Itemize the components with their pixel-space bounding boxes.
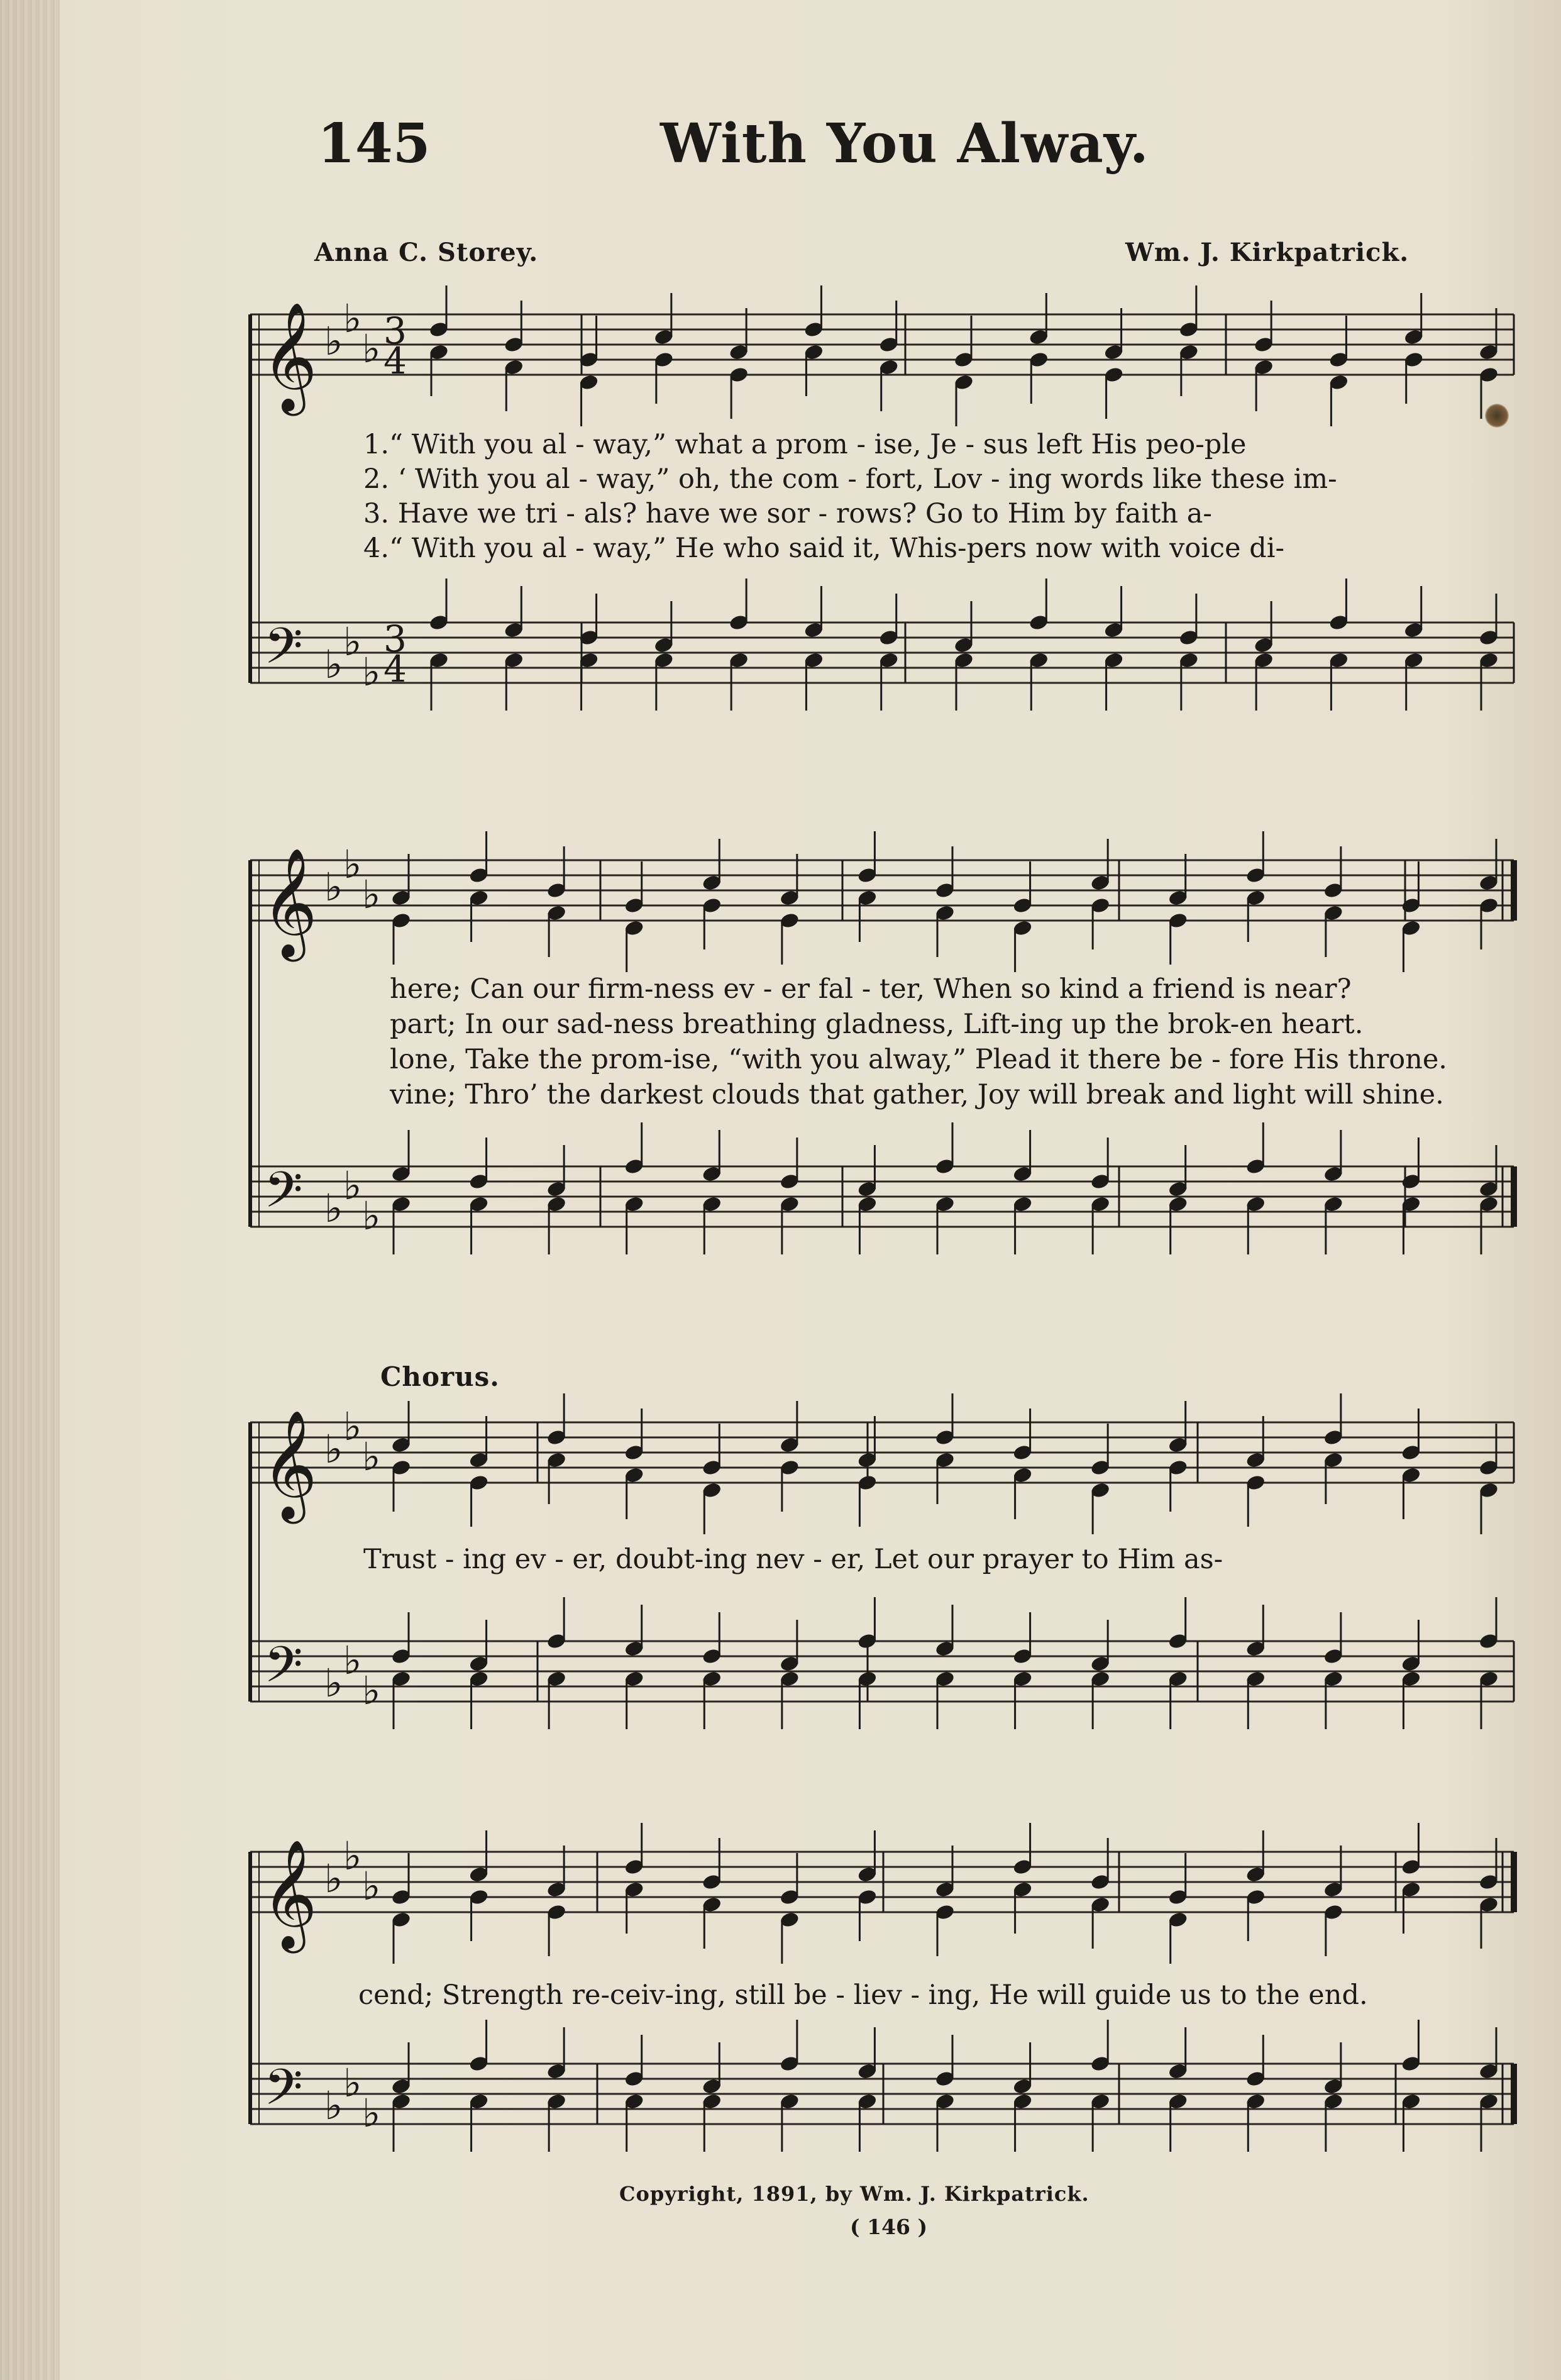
- system-3-bass-clef: 𝄢: [264, 1636, 303, 1706]
- copyright-notice: Copyright, 1891, by Wm. J. Kirkpatrick.: [619, 2182, 1089, 2206]
- system-1-treble-flat: ♭: [343, 296, 362, 341]
- author-credit: Anna C. Storey.: [314, 238, 539, 267]
- chorus-label: Chorus.: [380, 1361, 500, 1392]
- time-signature-top: 3: [383, 309, 407, 352]
- system-1-treble-clef: 𝄞: [262, 302, 317, 411]
- system-4-treble-flat: ♭: [324, 1856, 343, 1901]
- system-1-bass-flat: ♭: [362, 649, 381, 695]
- composer-credit: Wm. J. Kirkpatrick.: [1125, 238, 1409, 267]
- verse-line-2: 2. ‘ With you al - way,” oh, the com - fort, Lov - ing words like these im-: [363, 463, 1337, 495]
- system-3-bass-flat: ♭: [362, 1668, 381, 1713]
- verse-line-5: here; Can our firm-ness ev - er fal - ter, When so kind a friend is near?: [390, 973, 1352, 1005]
- time-signature-bottom: 4: [383, 648, 407, 690]
- system-2-bass-flat: ♭: [343, 1163, 362, 1209]
- time-signature-top: 3: [383, 617, 407, 660]
- system-1-bass-flat: ♭: [324, 641, 343, 687]
- system-1-bass-flat: ♭: [343, 619, 362, 665]
- system-3-bass-flat: ♭: [324, 1660, 343, 1706]
- system-4-bass-flat: ♭: [362, 2090, 381, 2136]
- system-3-treble-flat: ♭: [343, 1403, 362, 1449]
- verse-line-8: vine; Thro’ the darkest clouds that gather, Joy will break and light will shine.: [390, 1079, 1444, 1110]
- system-4-bass-clef: 𝄢: [264, 2058, 303, 2128]
- chorus-line-2: cend; Strength re-ceiv-ing, still be - liev - ing, He will guide us to the end.: [358, 1979, 1368, 2011]
- hymn-number: 145: [317, 112, 431, 175]
- system-4-bass-flat: ♭: [343, 2060, 362, 2106]
- verse-line-6: part; In our sad-ness breathing gladness, Lift-ing up the brok-en heart.: [390, 1009, 1364, 1040]
- system-3-treble-flat: ♭: [324, 1426, 343, 1472]
- system-2-bass-clef: 𝄢: [264, 1161, 303, 1231]
- system-2-treble-flat: ♭: [362, 872, 381, 917]
- system-2-bass-flat: ♭: [362, 1193, 381, 1239]
- verse-line-7: lone, Take the prom-ise, “with you alway,” Plead it there be - fore His throne.: [390, 1044, 1447, 1075]
- time-signature-bottom: 4: [383, 340, 407, 382]
- system-4-treble-clef: 𝄞: [262, 1839, 317, 1949]
- verse-line-4: 4.“ With you al - way,” He who said it, Whis-pers now with voice di-: [363, 533, 1285, 564]
- system-3-treble-clef: 𝄞: [262, 1410, 317, 1519]
- verse-line-1: 1.“ With you al - way,” what a prom - ise, Je - sus left His peo-ple: [363, 429, 1247, 460]
- system-2-treble-flat: ♭: [343, 841, 362, 887]
- chorus-line-1: Trust - ing ev - er, doubt-ing nev - er, Let our prayer to Him as-: [363, 1544, 1223, 1575]
- system-1-treble-flat: ♭: [324, 318, 343, 364]
- system-2-bass-flat: ♭: [324, 1185, 343, 1231]
- system-2-treble-flat: ♭: [324, 864, 343, 910]
- system-4-bass-flat: ♭: [324, 2083, 343, 2128]
- hymn-title: With You Alway.: [660, 112, 1149, 175]
- system-2-treble-clef: 𝄞: [262, 848, 317, 957]
- system-1-treble-flat: ♭: [362, 326, 381, 372]
- system-3-bass-flat: ♭: [343, 1637, 362, 1683]
- system-3-treble-flat: ♭: [362, 1434, 381, 1480]
- verse-line-3: 3. Have we tri - als? have we sor - rows? Go to Him by faith a-: [363, 498, 1212, 529]
- page-number: ( 146 ): [850, 2215, 928, 2239]
- system-4-treble-flat: ♭: [362, 1863, 381, 1909]
- system-1-bass-clef: 𝄢: [264, 617, 303, 687]
- system-4-treble-flat: ♭: [343, 1833, 362, 1879]
